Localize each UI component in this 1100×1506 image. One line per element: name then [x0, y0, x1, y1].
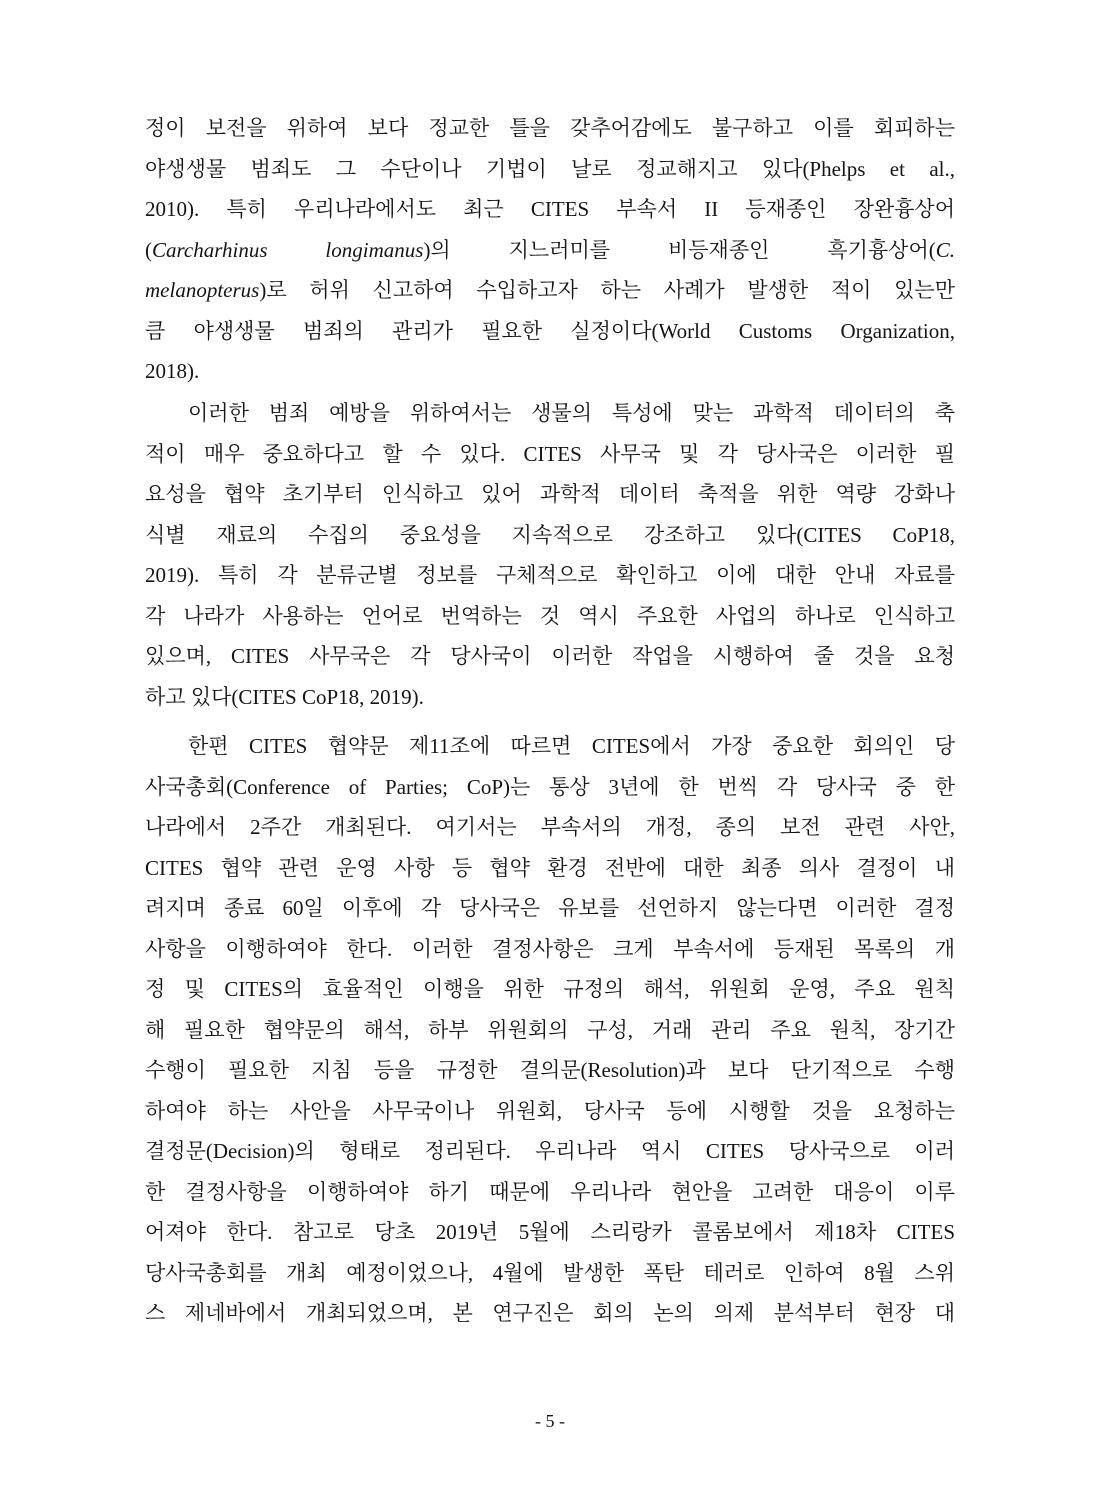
- text-line: 2010). 특히 우리나라에서도 최근 CITES 부속서 II 등재종인 장완흉상어: [145, 197, 955, 221]
- text-line: 정이 보전을 위하여 보다 정교한 틀을 갖추어감에도 불구하고 이를 회피하는: [145, 116, 955, 140]
- text-line: CITES 협약 관련 운영 사항 등 협약 환경 전반에 대한 최종 의사 결정이 내: [145, 855, 955, 880]
- text-line: 요성을 협약 초기부터 인식하고 있어 과학적 데이터 축적을 위한 역량 강화나: [145, 482, 955, 506]
- page-number: - 5 -: [535, 1411, 565, 1431]
- text-line: 식별 재료의 수집의 중요성을 지속적으로 강조하고 있다(CITES CoP18,: [145, 522, 955, 547]
- text-line: 2018).: [145, 359, 200, 383]
- species-name-italic: C.: [935, 237, 955, 262]
- text-line: [145, 230, 955, 271]
- text-line: 어져야 한다. 참고로 당초 2019년 5월에 스리랑카 콜롬보에서 제18차 CITES: [145, 1220, 955, 1244]
- text-line: 나라에서 2주간 개최된다. 여기서는 부속서의 개정, 종의 보전 관련 사안,: [145, 815, 955, 839]
- species-name-italic: Carcharhinus longimanus: [152, 237, 424, 262]
- text-line: [145, 270, 955, 311]
- text-line: 적이 매우 중요하다고 할 수 있다. CITES 사무국 및 각 당사국은 이러한 필: [145, 441, 955, 466]
- text-line: 한 결정사항을 이행하여야 하기 때문에 우리나라 현안을 고려한 대응이 이루: [145, 1179, 955, 1204]
- text-run: )의 지느러미를 비등재종인 흑기흉상어(: [423, 237, 936, 262]
- text-line: 수행이 필요한 지침 등을 규정한 결의문(Resolution)과 보다 단기적으로 수행: [145, 1058, 955, 1082]
- text-line: 당사국총회를 개최 예정이었으나, 4월에 발생한 폭탄 테러로 인하여 8월 스위: [145, 1260, 955, 1285]
- paragraph-3: [145, 726, 955, 1334]
- text-line: 2019). 특히 각 분류군별 정보를 구체적으로 확인하고 이에 대한 안내 자료를: [145, 563, 955, 587]
- text-line: 해 필요한 협약문의 해석, 하부 위원회의 구성, 거래 관리 주요 원칙, 장기간: [145, 1017, 955, 1042]
- species-name-italic: melanopterus: [145, 278, 260, 302]
- text-line: 각 나라가 사용하는 언어로 번역하는 것 역시 주요한 사업의 하나로 인식하고: [145, 603, 955, 628]
- text-line: 이러한 범죄 예방을 위하여서는 생물의 특성에 맞는 과학적 데이터의 축: [188, 401, 955, 425]
- text-line: 하고 있다(CITES CoP18, 2019).: [145, 684, 424, 709]
- paragraph-1: [145, 108, 955, 392]
- paragraph-2: [145, 393, 955, 717]
- text-line: 야생생물 범죄도 그 수단이나 기법이 날로 정교해지고 있다(Phelps et al.,: [145, 156, 955, 181]
- text-run: (: [145, 237, 152, 262]
- text-line: 큼 야생생물 범죄의 관리가 필요한 실정이다(World Customs Organization,: [145, 318, 955, 343]
- text-run: )로 허위 신고하여 수입하고자 하는 사례가 발생한 적이 있는만: [259, 278, 955, 302]
- text-line: 하여야 하는 사안을 사무국이나 위원회, 당사국 등에 시행할 것을 요청하는: [145, 1098, 955, 1123]
- text-line: 려지며 종료 60일 이후에 각 당사국은 유보를 선언하지 않는다면 이러한 결정: [145, 896, 955, 920]
- text-line: 사국총회(Conference of Parties; CoP)는 통상 3년에 한 번씩 각 당사국 중 한: [145, 774, 955, 799]
- text-line: 스 제네바에서 개최되었으며, 본 연구진은 회의 논의 의제 분석부터 현장 대: [145, 1301, 955, 1325]
- text-line: 있으며, CITES 사무국은 각 당사국이 이러한 작업을 시행하여 줄 것을 요청: [145, 644, 955, 668]
- text-line: 결정문(Decision)의 형태로 정리된다. 우리나라 역시 CITES 당사국으로 이러: [145, 1139, 955, 1163]
- text-line: 한편 CITES 협약문 제11조에 따르면 CITES에서 가장 중요한 회의인 당: [188, 734, 955, 758]
- text-line: 사항을 이행하여야 한다. 이러한 결정사항은 크게 부속서에 등재된 목록의 개: [145, 936, 955, 961]
- text-line: 정 및 CITES의 효율적인 이행을 위한 규정의 해석, 위원회 운영, 주요 원칙: [145, 977, 955, 1001]
